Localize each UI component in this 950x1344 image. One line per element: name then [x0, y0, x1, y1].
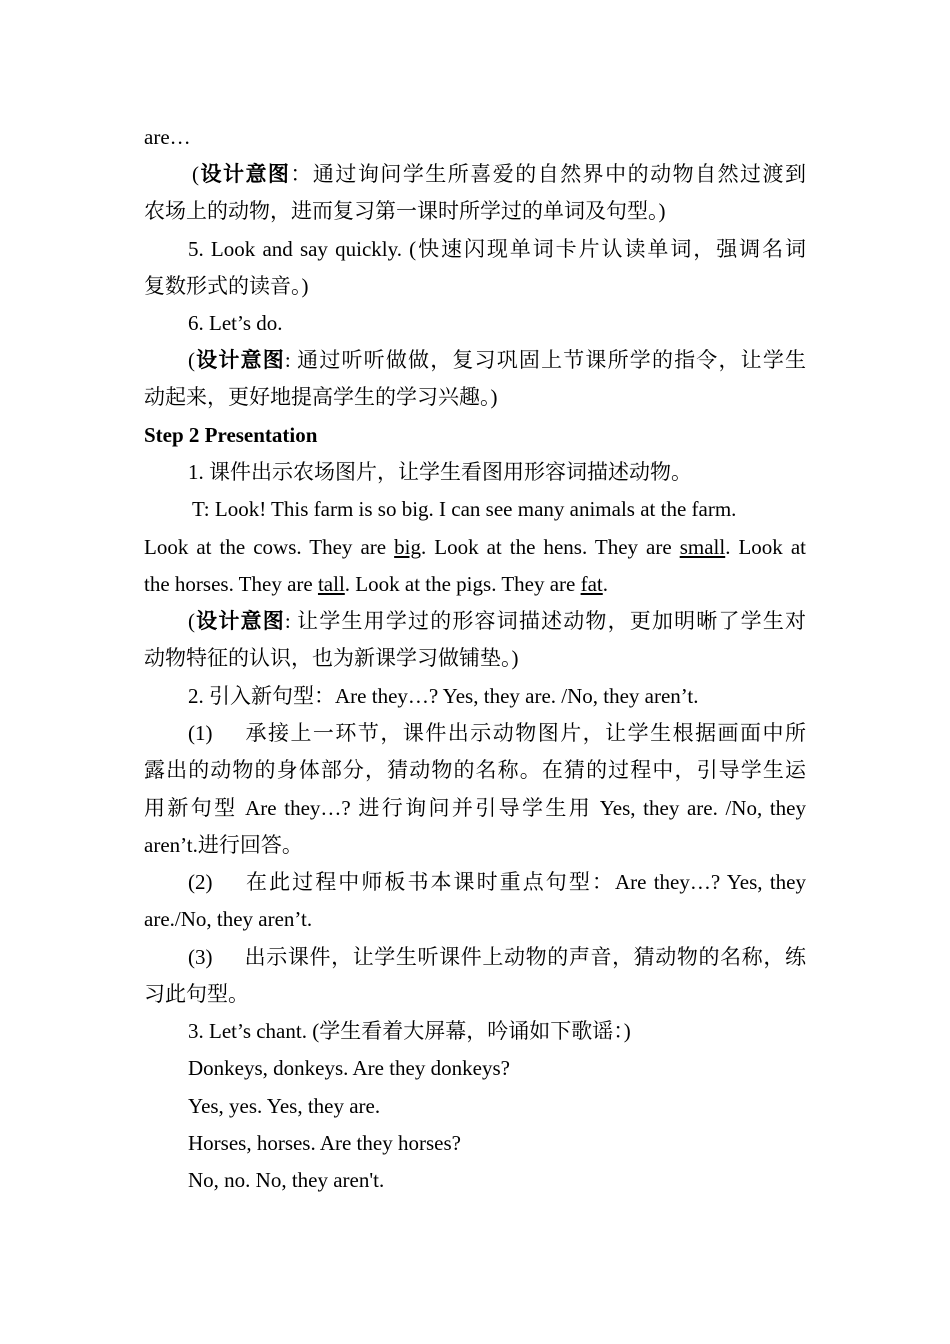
design-intent-label: 设计意图 [199, 162, 291, 186]
line-text: : 通过听听做做，复习巩固上节课所学的指令，让学生 [284, 348, 807, 372]
line-text: 3. Let’s chant. (学生看着大屏幕，吟诵如下歌谣：) [188, 1019, 631, 1043]
line-text: Donkeys, donkeys. Are they donkeys? [188, 1056, 510, 1080]
text-line [144, 273, 309, 299]
line-text: 动物特征的认识，也为新课学习做铺垫。) [144, 646, 519, 670]
line-text: T: Look! This farm is so big. I can see many animals at the farm. [192, 497, 737, 521]
item-number: (2) [188, 870, 213, 894]
underlined-word: small [679, 535, 726, 559]
chant-line [188, 1093, 380, 1119]
numbered-item [188, 869, 806, 895]
line-text: aren’t.进行回答。 [144, 833, 303, 857]
line-text: . Look at the pigs. They are [344, 572, 581, 596]
line-text: the horses. They are [144, 572, 318, 596]
item-number: (1) [188, 721, 213, 745]
line-text: 用新句型 Are they…? 进行询问并引导学生用 Yes, they are. /No, they [144, 796, 806, 820]
line-text: : 让学生用学过的形容词描述动物，更加明晰了学生对 [284, 609, 807, 633]
underlined-word: fat [580, 572, 603, 596]
text-line [188, 459, 692, 485]
text-line [144, 832, 303, 858]
text-line [144, 198, 666, 224]
line-text: are… [144, 125, 191, 149]
line-text: 在此过程中师板书本课时重点句型：Are they…? Yes, they [244, 870, 806, 894]
chant-line [188, 1055, 510, 1081]
line-text: 6. Let’s do. [188, 311, 283, 335]
underlined-word: big [394, 535, 421, 559]
design-intent-label: 设计意图 [195, 348, 285, 372]
numbered-item [188, 944, 806, 970]
line-text: 承接上一环节，课件出示动物图片，让学生根据画面中所 [244, 721, 806, 745]
line-text: 动起来，更好地提高学生的学习兴趣。) [144, 385, 498, 409]
line-text: Yes, yes. Yes, they are. [188, 1094, 381, 1118]
text-line [188, 236, 806, 262]
section-heading [144, 422, 317, 448]
text-line [188, 310, 283, 336]
line-text: 农场上的动物，进而复习第一课时所学过的单词及句型。) [144, 199, 666, 223]
text-line [144, 384, 498, 410]
line-text: are./No, they aren’t. [144, 907, 313, 931]
heading-text: Step 2 Presentation [144, 423, 318, 447]
text-line [144, 645, 519, 671]
text-line [188, 683, 699, 709]
line-text: . [602, 572, 609, 596]
paren: ( [188, 609, 195, 633]
numbered-item [188, 720, 806, 746]
chant-line [188, 1167, 384, 1193]
line-text: 复数形式的读音。) [144, 274, 309, 298]
paren: ( [192, 162, 199, 186]
paren: ( [188, 348, 195, 372]
text-line [144, 981, 249, 1007]
line-text: 出示课件，让学生听课件上动物的声音，猜动物的名称，练 [244, 945, 806, 969]
design-intent-paragraph [192, 161, 806, 187]
line-text: . Look at [725, 535, 806, 559]
line-text: Horses, horses. Are they horses? [188, 1131, 461, 1155]
line-text: 1. 课件出示农场图片，让学生看图用形容词描述动物。 [188, 460, 692, 484]
text-line [192, 496, 736, 522]
line-text: 5. Look and say quickly. (快速闪现单词卡片认读单词，强调名词 [188, 237, 806, 261]
text-line [144, 757, 806, 783]
text-line [144, 534, 806, 560]
underlined-word: tall [317, 572, 345, 596]
line-text: ：通过询问学生所喜爱的自然界中的动物自然过渡到 [290, 162, 807, 186]
line-text: . Look at the hens. They are [420, 535, 680, 559]
design-intent-paragraph [188, 608, 806, 634]
line-text: 露出的动物的身体部分，猜动物的名称。在猜的过程中，引导学生运 [144, 758, 806, 782]
design-intent-paragraph [188, 347, 806, 373]
line-text: No, no. No, they aren't. [188, 1168, 385, 1192]
text-line [144, 795, 806, 821]
line-text: 习此句型。 [144, 982, 249, 1006]
line-text: Look at the cows. They are [144, 535, 395, 559]
line-text: 2. 引入新句型：Are they…? Yes, they are. /No, they aren’t. [188, 684, 699, 708]
text-line [144, 571, 608, 597]
chant-line [188, 1130, 461, 1156]
item-number: (3) [188, 945, 213, 969]
text-line [144, 124, 191, 150]
design-intent-label: 设计意图 [195, 609, 285, 633]
text-line [144, 906, 312, 932]
text-line [188, 1018, 631, 1044]
